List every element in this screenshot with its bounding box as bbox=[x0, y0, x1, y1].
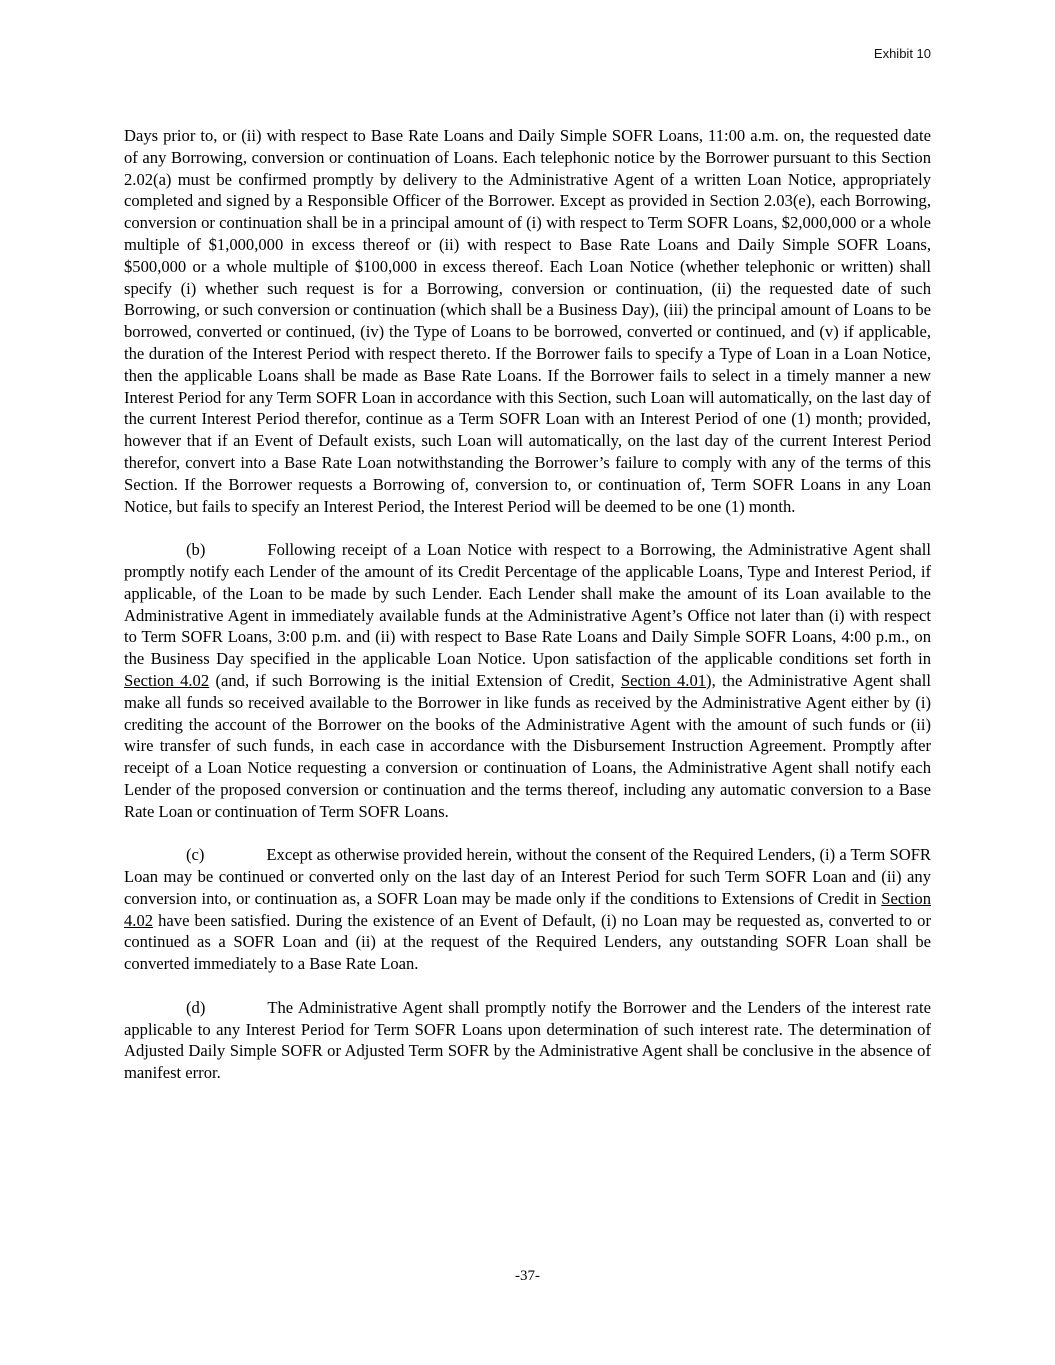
document-body bbox=[124, 125, 931, 1106]
paragraph-c-label: (c) bbox=[186, 845, 205, 865]
paragraph-b-text-2: (and, if such Borrowing is the initial Extension of Credit, bbox=[209, 670, 621, 690]
page-number: -37- bbox=[515, 1268, 540, 1284]
paragraph-c-text-1: Except as otherwise provided herein, without the consent of the Required Lenders, (i) a Term SOFR Loan may be continued or converted only on the last day of an Interest Period for such Term SOFR Loan and (ii) any conversion into, or continuation as, a SOFR Loan may be made only if the conditions to Extensions of Credit in bbox=[124, 845, 931, 908]
paragraph-a-text: Days prior to, or (ii) with respect to Base Rate Loans and Daily Simple SOFR Loans, 11:00 a.m. on, the requested date of any Borrowing, conversion or continuation of Loans. Each telephonic notice by the Borrower pursuant to this Section 2.02(a) must be confirmed promptly by delivery to the Administrative Agent of a written Loan Notice, appropriately completed and signed by a Responsible Officer of the Borrower. Except as provided in Section 2.03(e), each Borrowing, conversion or continuation shall be in a principal amount of (i) with respect to Term SOFR Loans, $2,000,000 or a whole multiple of $1,000,000 in excess thereof or (ii) with respect to Base Rate Loans and Daily Simple SOFR Loans, $500,000 or a whole multiple of $100,000 in excess thereof. Each Loan Notice (whether telephonic or written) shall specify (i) whether such request is for a Borrowing, conversion or continuation, (ii) the requested date of such Borrowing, or such conversion or continuation (which shall be a Business Day), (iii) the principal amount of Loans to be borrowed, converted or continued, (iv) the Type of Loans to be borrowed, converted or continued, and (v) if applicable, the duration of the Interest Period with respect thereto. If the Borrower fails to specify a Type of Loan in a Loan Notice, then the applicable Loans shall be made as Base Rate Loans. If the Borrower fails to select in a timely manner a new Interest Period for any Term SOFR Loan in accordance with this Section, such Loan will automatically, on the last day of the current Interest Period therefor, continue as a Term SOFR Loan with an Interest Period of one (1) month; provided, however that if an Event of Default exists, such Loan will automatically, on the last day of the current Interest Period therefor, convert into a Base Rate Loan notwithstanding the Borrower’s failure to comply with any of the terms of this Section. If the Borrower requests a Borrowing of, conversion to, or continuation of, Term SOFR Loans in any Loan Notice, but fails to specify an Interest Period, the Interest Period will be deemed to be one (1) month. bbox=[124, 126, 931, 516]
paragraph-c bbox=[124, 844, 931, 975]
paragraph-d bbox=[124, 997, 931, 1084]
paragraph-b-text-1: Following receipt of a Loan Notice with respect to a Borrowing, the Administrative Agent shall promptly notify each Lender of the amount of its Credit Percentage of the applicable Loans, Type and Interest Period, if applicable, of the Loan to be made by such Lender. Each Lender shall make the amount of its Loan available to the Administrative Agent in immediately available funds at the Administrative Agent’s Office not later than (i) with respect to Term SOFR Loans, 3:00 p.m. and (ii) with respect to Base Rate Loans and Daily Simple SOFR Loans, 4:00 p.m., on the Business Day specified in the applicable Loan Notice. Upon satisfaction of the applicable conditions set forth in bbox=[124, 540, 931, 669]
paragraph-a-continuation bbox=[124, 125, 931, 517]
section-4-02-link[interactable]: Section 4.02 bbox=[124, 888, 931, 930]
section-4-01-link[interactable]: Section 4.01 bbox=[620, 670, 707, 690]
paragraph-b-text-3: ), the Administrative Agent shall make all funds so received available to the Borrower in like funds as received by the Administrative Agent either by (i) crediting the account of the Borrower on the books of the Administrative Agent with the amount of such funds or (ii) wire transfer of such funds, in each case in accordance with the Disbursement Instruction Agreement. Promptly after receipt of a Loan Notice requesting a conversion or continuation of Loans, the Administrative Agent shall notify each Lender of the proposed conversion or continuation and the terms thereof, including any automatic conversion to a Base Rate Loan or continuation of Term SOFR Loans. bbox=[124, 670, 931, 821]
paragraph-b-label: (b) bbox=[186, 540, 206, 560]
paragraph-c-text-2: have been satisfied. During the existence of an Event of Default, (i) no Loan may be requested as, converted to or continued as a SOFR Loan and (ii) at the request of the Required Lenders, any outstanding SOFR Loan shall be converted immediately to a Base Rate Loan. bbox=[124, 910, 931, 974]
paragraph-b bbox=[124, 539, 931, 822]
section-4-02-link[interactable]: Section 4.02 bbox=[124, 670, 210, 690]
paragraph-d-text: The Administrative Agent shall promptly notify the Borrower and the Lenders of the interest rate applicable to any Interest Period for Term SOFR Loans upon determination of such interest rate. The determination of Adjusted Daily Simple SOFR or Adjusted Term SOFR by the Administrative Agent shall be conclusive in the absence of manifest error. bbox=[124, 997, 931, 1083]
exhibit-label: Exhibit 10 bbox=[873, 46, 931, 61]
paragraph-d-label: (d) bbox=[186, 997, 206, 1017]
